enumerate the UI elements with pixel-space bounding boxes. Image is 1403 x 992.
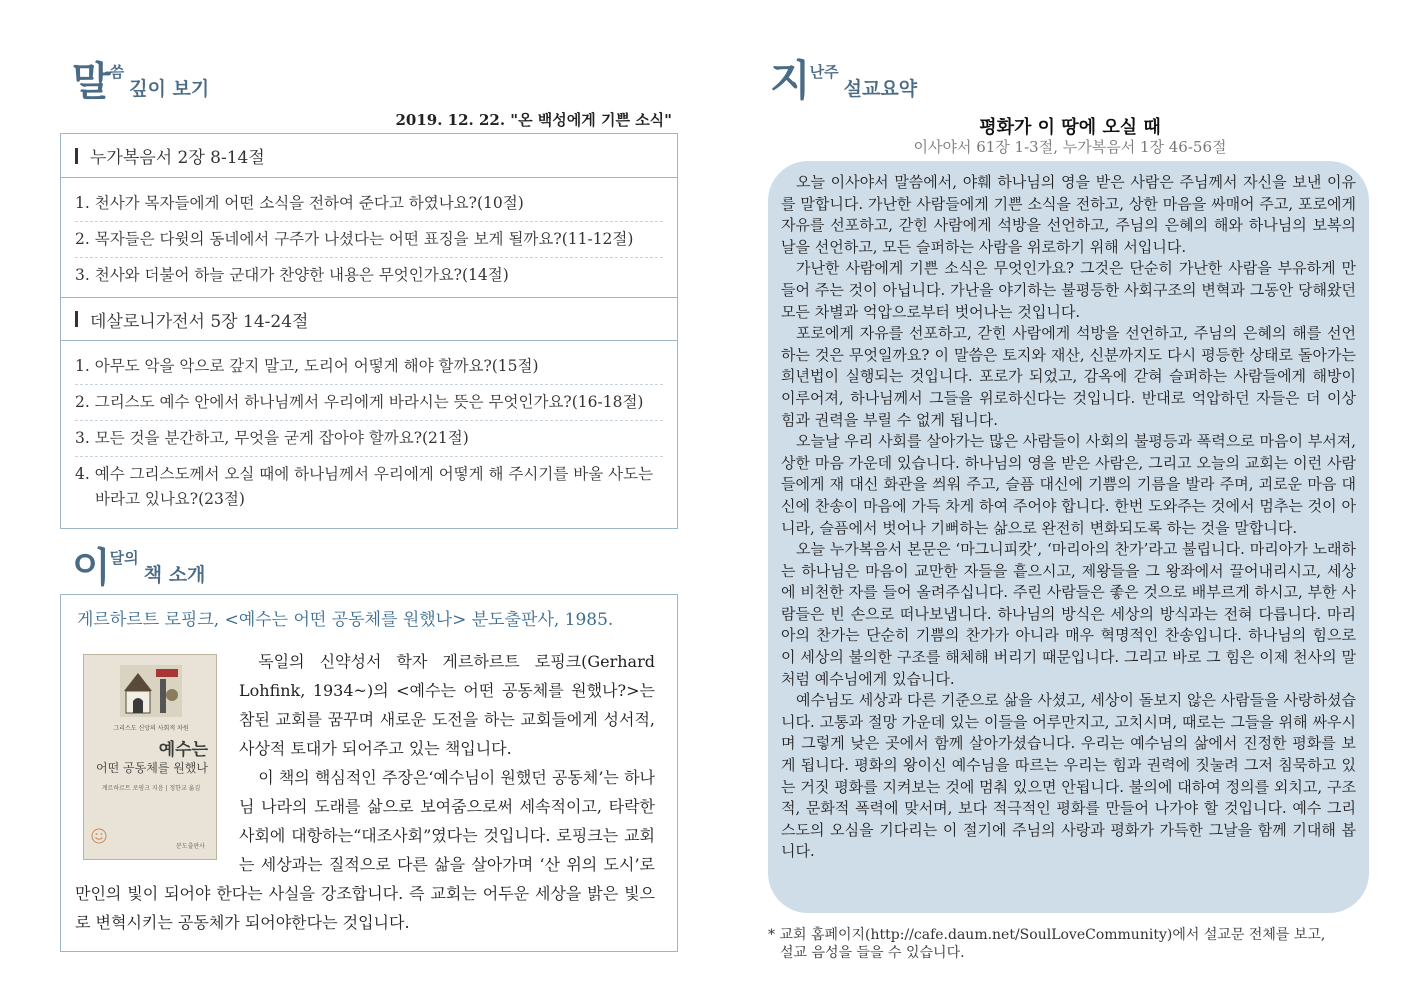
section2-questions: [61, 341, 677, 521]
heading-super: 난주: [809, 63, 839, 81]
summary-paragraph: 오늘날 우리 사회를 살아가는 많은 사람들이 사회의 불평등과 폭력으로 마음이 부서져, 상한 마음 가운데 있습니다. 하나님의 영을 받은 사람은, 그리고 오늘의 교회는 이런 사람들에게 재 대신 화관을 씌워 주고, 슬픔 대신에 기쁨의 기름을 발라 주며, 괴로운 마음 대신에 찬송이 마음에 가득 차게 하여 주어야 합니다. 한번 도와주는 것에서 멈추는 것이 아니라, 슬픔에서 벗어나 기뻐하는 삶으로 완전히 변화되도록 하는 것을 말합니다.: [781, 432, 1356, 537]
book-paragraph: 이 책의 핵심적인 주장은‘예수님이 원했던 공동체’는 하나님 나라의 도래를 삶으로 보여줌으로써 세속적이고, 타락한 사회에 대항하는“대조사회”였다는 것입니다. 로핑크는 교회는 세상과는 질적으로 다른 삶을 살아가며 ‘산 위의 도시’로 만인의 빛이 되어야 한다는 사실을 강조합니다. 즉 교회는 어두운 세상을 밝은 빛으로 변혁시키는 공동체가 되어야한다는 것입니다.: [75, 768, 655, 932]
section1-questions: [61, 178, 677, 297]
sermon-summary-box: [768, 161, 1369, 913]
summary-paragraph: 가난한 사람에게 기쁜 소식은 무엇인가요? 그것은 단순히 가난한 사람을 부유하게 만들어 주는 것이 아닙니다. 가난을 야기하는 불평등한 사회구조의 변혁과 그동안 당해왔던 모든 차별과 억압으로부터 벗어나는 것입니다.: [781, 259, 1356, 321]
heading-super: 달의: [109, 549, 139, 567]
questions-box: [60, 133, 678, 529]
book-intro-heading: [72, 536, 205, 590]
heading-sub: 깊이 보기: [129, 78, 210, 100]
summary-paragraph: 포로에게 자유를 선포하고, 갇힌 사람에게 석방을 선언하고, 주님의 은혜의 해를 선언하는 것은 무엇일까요? 이 말씀은 토지와 재산, 신분까지도 다시 평등한 상태로 돌아가는 희년법이 실행되는 것입니다. 포로가 되었고, 감옥에 갇혀 슬퍼하는 사람들에게 해방이 이루어져, 하나님께서 그들을 위로하신다는 것입니다. 반대로 억압하던 자들은 더 이상 힘과 권력을 부릴 수 없게 됩니다.: [781, 324, 1356, 429]
footnote-line1: * 교회 홈페이지(http://cafe.daum.net/SoulLoveCommunity)에서 설교문 전체를 보고,: [768, 927, 1326, 943]
question-item: 1. 아무도 악을 악으로 갚지 말고, 도리어 어떻게 해야 할까요?(15절): [75, 349, 663, 385]
summary-paragraph: 오늘 이사야서 말씀에서, 야훼 하나님의 영을 받은 사람은 주님께서 자신을 보낸 이유를 말합니다. 가난한 사람들에게 기쁜 소식을 전하고, 상한 마음을 싸매어 주고, 포로에게 자유를 선포하고, 갇힌 사람에게 석방을 선언하고, 주님의 은혜의 해와 하나님의 보복의 날을 선언하고, 모든 슬퍼하는 사람을 위로하기 위해 서입니다.: [781, 173, 1356, 256]
header-bar-icon: [75, 148, 78, 164]
question-item: 2. 그리스도 예수 안에서 하나님께서 우리에게 바라시는 뜻은 무엇인가요?(16-18절): [75, 385, 663, 421]
footnote-line2: 설교 음성을 들을 수 있습니다.: [780, 945, 965, 961]
question-item: 1. 천사가 목자들에게 어떤 소식을 전하여 준다고 하였나요?(10절): [75, 186, 663, 222]
sermon-title: 평화가 이 땅에 오실 때: [979, 117, 1161, 138]
book-title: 게르하르트 로핑크, <예수는 어떤 공동체를 원했나> 분도출판사, 1985.: [77, 610, 614, 630]
cover-author: 게르하르트 로핑크 지음 | 정한교 옮김: [101, 785, 201, 792]
section1-title: 누가복음서 2장 8-14절: [90, 148, 265, 168]
word-deep-heading: [72, 50, 210, 105]
heading-big-letter: 지: [770, 56, 810, 105]
question-item: 3. 모든 것을 분간하고, 무엇을 굳게 잡아야 할까요?(21절): [75, 421, 663, 457]
heading-super: 씀: [109, 63, 125, 81]
section2-header: [61, 297, 677, 341]
book-description: [75, 647, 655, 937]
question-item: 2. 목자들은 다윗의 동네에서 구주가 나셨다는 어떤 표징을 보게 될까요?(11-12절): [75, 222, 663, 258]
heading-big-letter: 말: [72, 58, 110, 105]
section1-header: [61, 134, 677, 178]
cover-title-line1: 예수는: [158, 740, 208, 760]
summary-paragraph: 예수님도 세상과 다른 기준으로 삶을 사셨고, 세상이 돌보지 않은 사람들을 사랑하셨습니다. 고통과 절망 가운데 있는 이들을 어루만지고, 고치시며, 때로는 그들을 위해 싸우시며 그렇게 낮은 곳에서 함께 살아가셨습니다. 우리는 예수님의 삶에서 진정한 평화를 보게 됩니다. 평화의 왕이신 예수님을 따르는 우리는 힘과 권력에 짓눌려 그저 침묵하고 있는 거짓 평화를 지켜보는 것에 멈춰 있으면 안됩니다. 불의에 대하여 정의를 외치고, 구조적, 문화적 폭력에 맞서며, 보다 적극적인 평화를 만들어 나가야 할 것입니다. 예수 그리스도의 오심을 기다리는 이 절기에 주님의 사랑과 평화가 가득한 그날을 함께 기대해 봅니다.: [781, 691, 1356, 861]
homepage-footnote: [768, 926, 1368, 962]
heading-sub: 책 소개: [143, 564, 206, 586]
heading-sub: 설교요약: [843, 78, 918, 100]
sermon-summary-heading: [770, 48, 917, 104]
cover-publisher: 분도출판사: [176, 843, 205, 850]
question-item: 4. 예수 그리스도께서 오실 때에 하나님께서 우리에게 어떻게 해 주시기를 바울 사도는 바라고 있나요?(23절): [75, 465, 654, 508]
book-intro-box: [60, 594, 678, 952]
sermon-scripture-ref: 이사야서 61장 1-3절, 누가복음서 1장 46-56절: [913, 138, 1227, 156]
cover-title-line2: 어떤 공동체를 원했나: [96, 761, 208, 775]
summary-paragraph: 오늘 누가복음서 본문은 ‘마그니피캇’, ‘마리아의 찬가’라고 불립니다. 마리아가 노래하는 하나님은 마음이 교만한 자들을 흩으시고, 제왕들을 그 왕좌에서 끌어내리시고, 세상에 비천한 자를 들어 올려주십니다. 주린 사람들은 좋은 것으로 배부르게 하시고, 부한 사람들은 빈 손으로 떠나보냅니다. 하나님의 방식은 세상의 방식과는 전혀 다릅니다. 마리아의 찬가는 단순히 기쁨의 찬가가 아니라 매우 혁명적인 찬송입니다. 하나님의 힘으로 이 세상의 불의한 구조를 해체해 버리기 때문입니다. 그리고 바로 그 힘은 이제 천사의 말처럼 예수님에게 있습니다.: [781, 540, 1356, 688]
heading-big-letter: 이: [72, 544, 110, 591]
section2-title: 데살로니가전서 5장 14-24절: [90, 311, 309, 332]
question-item: 3. 천사와 더불어 하늘 군대가 찬양한 내용은 무엇인가요?(14절): [75, 266, 509, 284]
header-bar-icon: [75, 311, 78, 327]
book-paragraph: 독일의 신약성서 학자 게르하르트 로핑크(Gerhard Lohfink, 1934~)의 <예수는 어떤 공동체를 원했나?>는 참된 교회를 꿈꾸며 새로운 도전을 하는 교회들에게 성서적, 사상적 토대가 되어주고 있는 책입니다.: [239, 652, 655, 758]
sermon-date: 2019. 12. 22. "온 백성에게 기쁜 소식": [395, 111, 672, 129]
cover-subline: 그리스도 신앙의 사회적 차원: [113, 725, 189, 732]
